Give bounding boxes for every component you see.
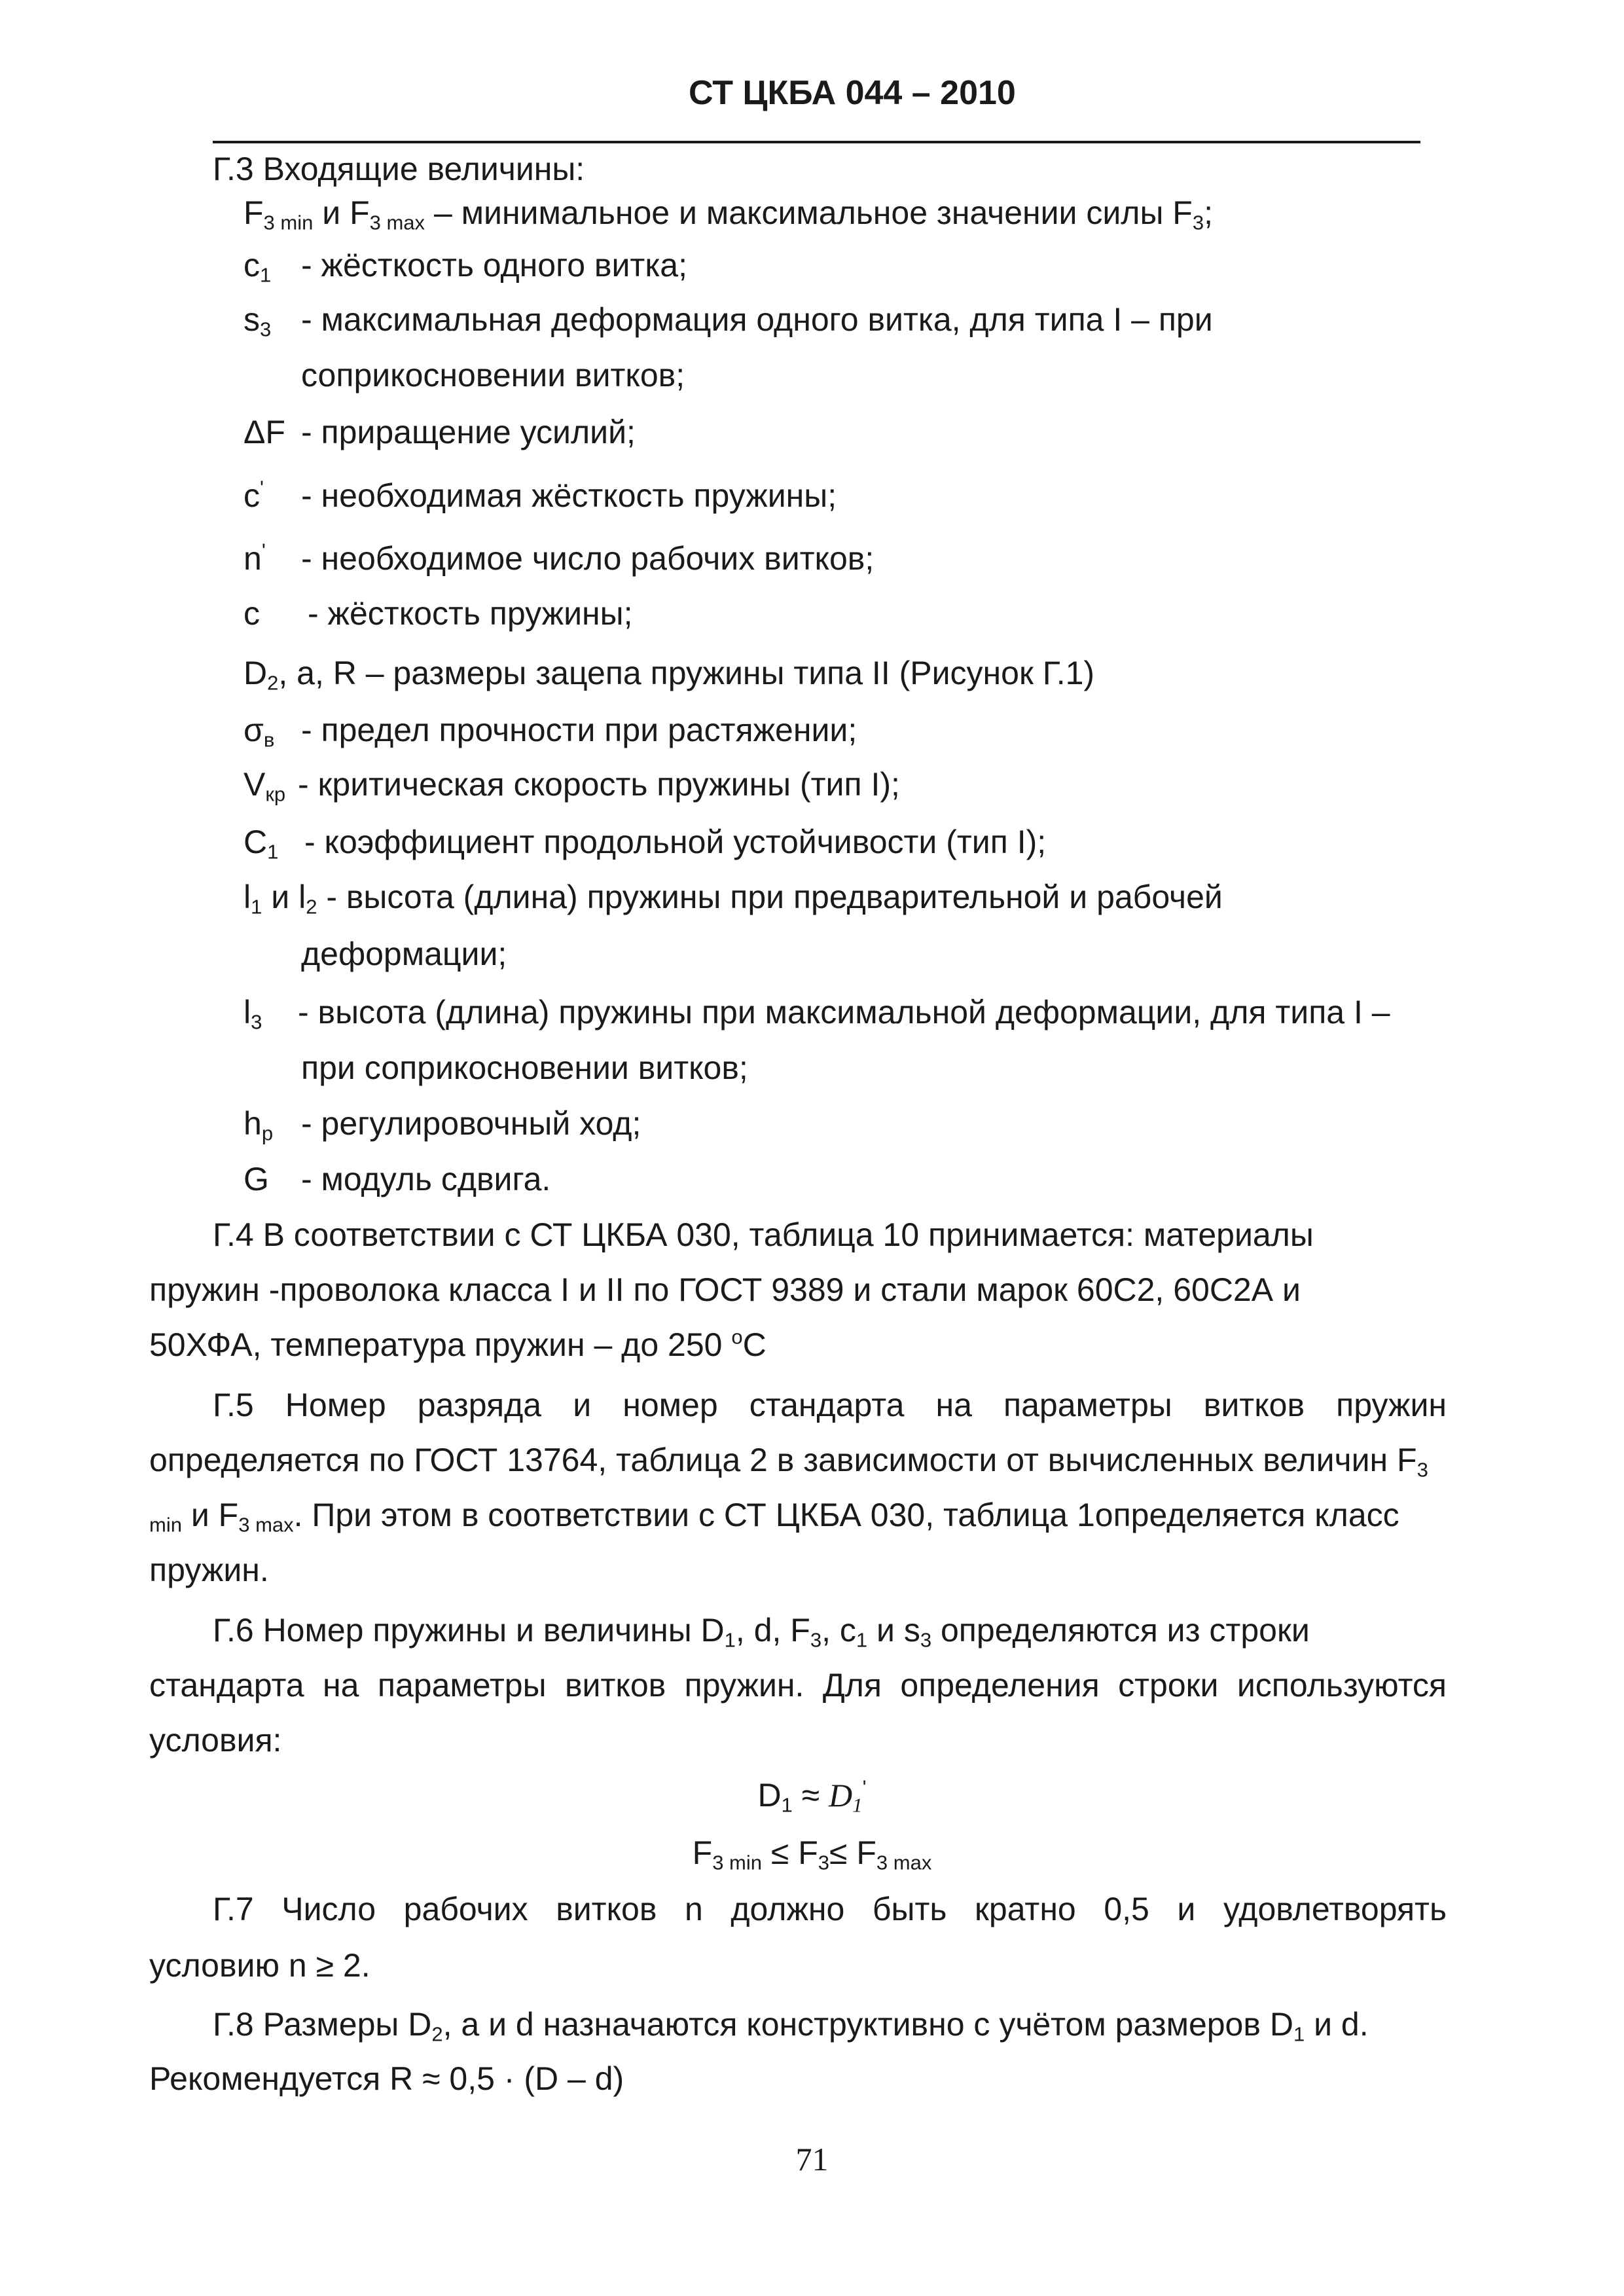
- def-n-prime: - необходимое число рабочих витков;: [301, 540, 875, 577]
- def-sigma-v: - предел прочности при растяжении;: [301, 712, 857, 748]
- section-g3-heading: Г.3 Входящие величины:: [213, 151, 585, 187]
- section-g6-line3: условия:: [149, 1722, 282, 1758]
- section-g5-line2: определяется по ГОСТ 13764, таблица 2 в зависимости от вычисленных величин $F_3$: [149, 1442, 1428, 1482]
- def-h-r: - регулировочный ход;: [301, 1105, 641, 1142]
- section-g4-line3: 50ХФА, температура пружин – до 250 $^о$С: [149, 1325, 767, 1363]
- section-g6-line1: Г.6 Номер пружины и величины $D_1$, d, $F_3$, $c_1$ и $s_3$ определяются из строки: [213, 1612, 1310, 1652]
- term-v-kr: $V_{кр}$: [244, 766, 286, 806]
- term-c-prime: c': [244, 476, 264, 514]
- term-sigma-v: $\sigma_в$: [244, 712, 275, 752]
- formula-d1-approx: $D_1 \approx D_1'$: [757, 1776, 867, 1817]
- def-s3: - максимальная деформация одного витка, для типа I – при: [301, 301, 1213, 338]
- section-g3-force-line: $F_{3 min}$ и $F_{3 max}$ – минимальное и максимальное значении силы $F_3$;: [244, 194, 1214, 234]
- section-g8-line1: Г.8 Размеры $D_2$, a и d назначаются конструктивно с учётом размеров $D_1$ и d.: [213, 2006, 1369, 2046]
- def-l3: - высота (длина) пружины при максимальной деформации, для типа I –: [298, 994, 1390, 1030]
- section-g7-line1: Г.7 Число рабочих витков n должно быть кратно 0,5 и удовлетворять: [213, 1891, 1447, 1927]
- section-g8-line2: Рекомендуется R ≈ 0,5 · (D – d): [149, 2060, 624, 2097]
- term-l1-l2: $l_1$ и $l_2$ - высота (длина) пружины при предварительной и рабочей: [244, 879, 1223, 919]
- term-n-prime: n': [244, 539, 266, 577]
- def-delta-f: - приращение усилий;: [301, 414, 636, 450]
- term-l3: $l_3$: [244, 994, 262, 1034]
- document-header: СТ ЦКБА 044 – 2010: [689, 74, 1016, 112]
- def-c1-capital: - коэффициент продольной устойчивости (тип I);: [304, 824, 1047, 860]
- def-g: - модуль сдвига.: [301, 1161, 551, 1197]
- def-c: - жёсткость пружины;: [308, 595, 633, 632]
- term-s3: $s_3$: [244, 301, 272, 341]
- page-number: 71: [795, 2141, 829, 2178]
- def-s3-cont: соприкосновении витков;: [301, 357, 685, 393]
- term-d2: $D_2$, a, R – размеры зацепа пружины типа II (Рисунок Г.1): [244, 655, 1095, 695]
- def-c1: - жёсткость одного витка;: [301, 247, 687, 283]
- term-delta-f: ΔF: [244, 414, 285, 450]
- term-g: G: [244, 1161, 269, 1197]
- def-l3-cont: при соприкосновении витков;: [301, 1049, 748, 1086]
- term-c: c: [244, 595, 260, 632]
- section-g5-line4: пружин.: [149, 1552, 269, 1588]
- section-g7-line2: условию n ≥ 2.: [149, 1947, 370, 1984]
- def-v-kr: - критическая скорость пружины (тип I);: [298, 766, 900, 803]
- formula-f3-range: $F_{3 min} \le F_3\le F_{3 max}$: [692, 1834, 932, 1874]
- def-c-prime: - необходимая жёсткость пружины;: [301, 477, 837, 514]
- term-c1: $c_1$: [244, 247, 272, 287]
- section-g5-line1: Г.5 Номер разряда и номер стандарта на параметры витков пружин: [213, 1387, 1447, 1423]
- section-g4-line2: пружин -проволока класса I и II по ГОСТ 9389 и стали марок 60С2, 60С2А и: [149, 1271, 1301, 1308]
- def-l1-l2-cont: деформации;: [301, 936, 507, 972]
- header-rule: [213, 141, 1420, 143]
- term-c1-capital: $C_1$: [244, 824, 279, 864]
- term-h-r: $h_р$: [244, 1105, 274, 1145]
- section-g6-line2: стандарта на параметры витков пружин. Для определения строки используются: [149, 1667, 1447, 1704]
- section-g4-line1: Г.4 В соответствии с СТ ЦКБА 030, таблица 10 принимается: материалы: [213, 1216, 1314, 1253]
- section-g5-line3: $_{min}$ и $F_{3 max}$. При этом в соответствии с СТ ЦКБА 030, таблица 1определяется класс: [149, 1497, 1399, 1537]
